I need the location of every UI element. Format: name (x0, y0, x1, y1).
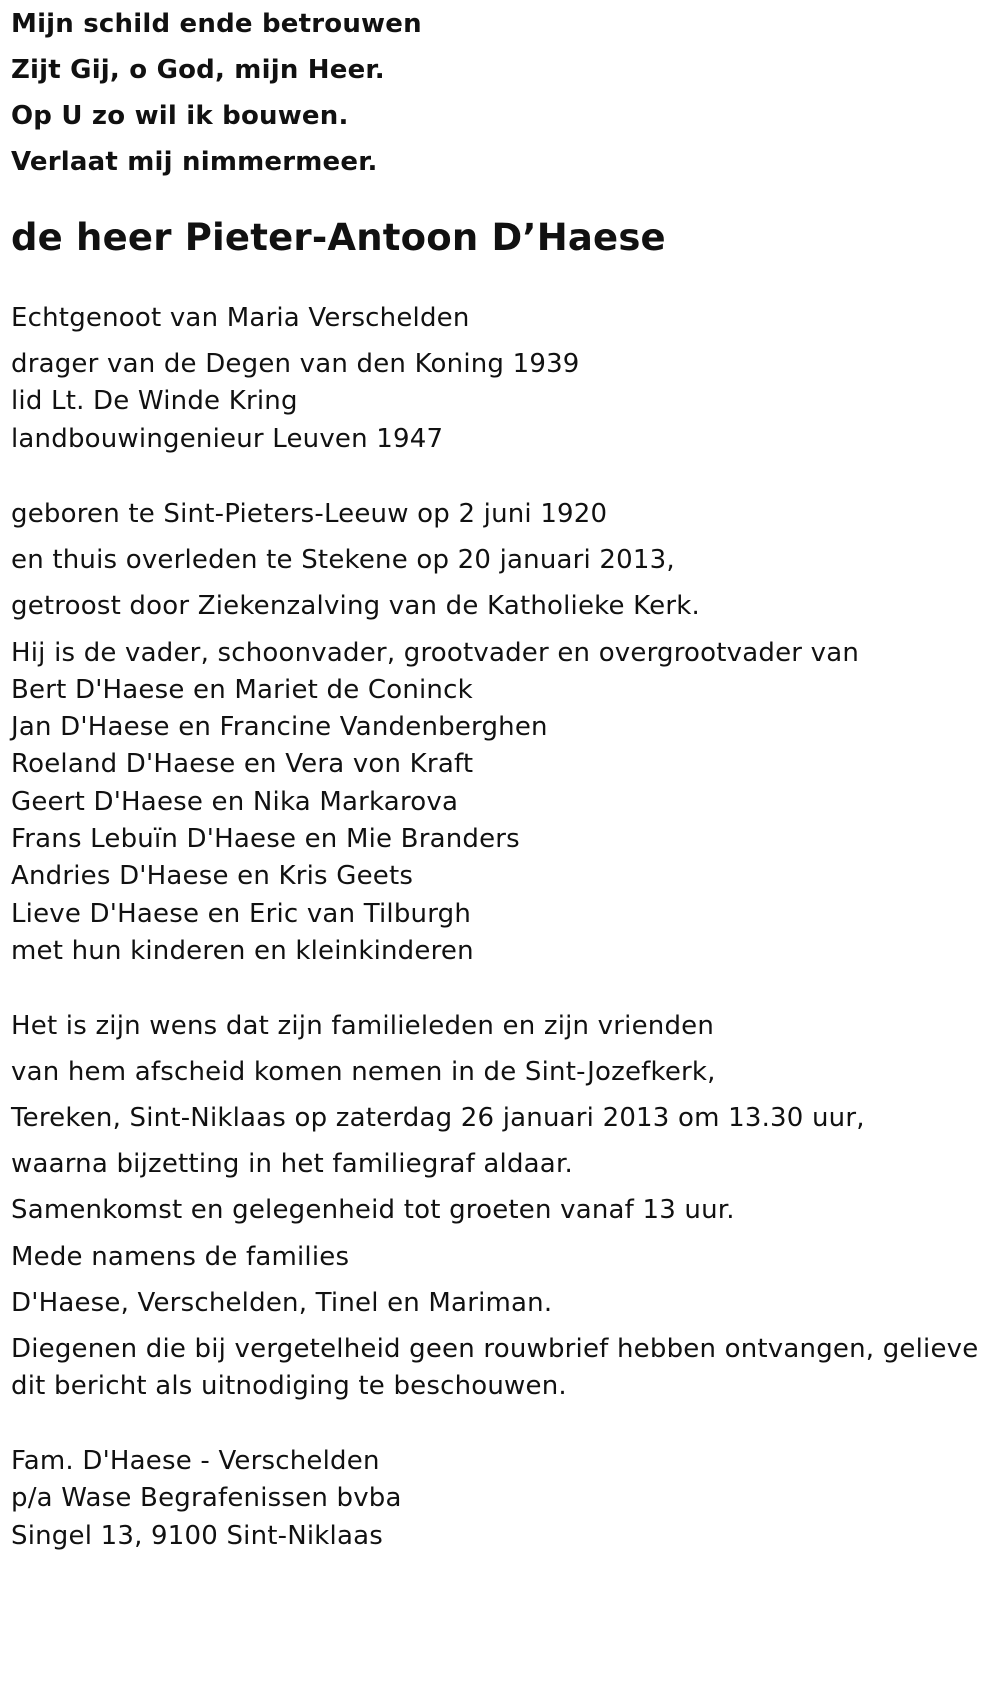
gathering-line: Samenkomst en gelegenheid tot groeten vanaf 13 uur. (11, 1195, 735, 1225)
family-member-line: Jan D'Haese en Francine Vandenberghen (11, 712, 548, 742)
honor-line-2: lid Lt. De Winde Kring (11, 386, 298, 416)
sacrament-line: getroost door Ziekenzalving van de Katholieke Kerk. (11, 591, 700, 621)
honor-line-3: landbouwingenieur Leuven 1947 (11, 424, 444, 454)
ceremony-line-4: waarna bijzetting in het familiegraf aldaar. (11, 1149, 573, 1179)
birth-line: geboren te Sint-Pieters-Leeuw op 2 juni 1920 (11, 499, 608, 529)
honor-line-1: drager van de Degen van den Koning 1939 (11, 349, 580, 379)
verse-line-4: Verlaat mij nimmermeer. (11, 147, 378, 177)
verse-line-1: Mijn schild ende betrouwen (11, 9, 422, 39)
families-line: D'Haese, Verschelden, Tinel en Mariman. (11, 1288, 553, 1318)
family-member-line: Roeland D'Haese en Vera von Kraft (11, 749, 474, 779)
contact-address-line: Singel 13, 9100 Sint-Niklaas (11, 1521, 383, 1551)
verse-line-3: Op U zo wil ik bouwen. (11, 101, 349, 131)
death-line: en thuis overleden te Stekene op 20 januari 2013, (11, 545, 675, 575)
spouse-line: Echtgenoot van Maria Verschelden (11, 303, 470, 333)
family-member-line: Lieve D'Haese en Eric van Tilburgh (11, 899, 472, 929)
ceremony-line-1: Het is zijn wens dat zijn familieleden en zijn vrienden (11, 1011, 715, 1041)
family-member-line: Frans Lebuïn D'Haese en Mie Branders (11, 824, 520, 854)
family-member-line: Andries D'Haese en Kris Geets (11, 861, 414, 891)
contact-undertaker-line: p/a Wase Begrafenissen bvba (11, 1483, 402, 1513)
family-intro: Hij is de vader, schoonvader, grootvader en overgrootvader van (11, 638, 860, 668)
invitation-note-line-1: Diegenen die bij vergetelheid geen rouwbrief hebben ontvangen, gelieve (11, 1334, 979, 1364)
contact-family-line: Fam. D'Haese - Verschelden (11, 1446, 380, 1476)
invitation-note-line-2: dit bericht als uitnodiging te beschouwen. (11, 1371, 567, 1401)
verse-line-2: Zijt Gij, o God, mijn Heer. (11, 55, 385, 85)
on-behalf-line: Mede namens de families (11, 1242, 350, 1272)
family-member-line: Bert D'Haese en Mariet de Coninck (11, 675, 473, 705)
ceremony-line-3: Tereken, Sint-Niklaas op zaterdag 26 januari 2013 om 13.30 uur, (11, 1103, 865, 1133)
ceremony-line-2: van hem afscheid komen nemen in de Sint-Jozefkerk, (11, 1057, 716, 1087)
family-member-line: Geert D'Haese en Nika Markarova (11, 787, 459, 817)
family-descendants-line: met hun kinderen en kleinkinderen (11, 936, 474, 966)
deceased-name-title: de heer Pieter-Antoon D’Haese (11, 216, 666, 259)
